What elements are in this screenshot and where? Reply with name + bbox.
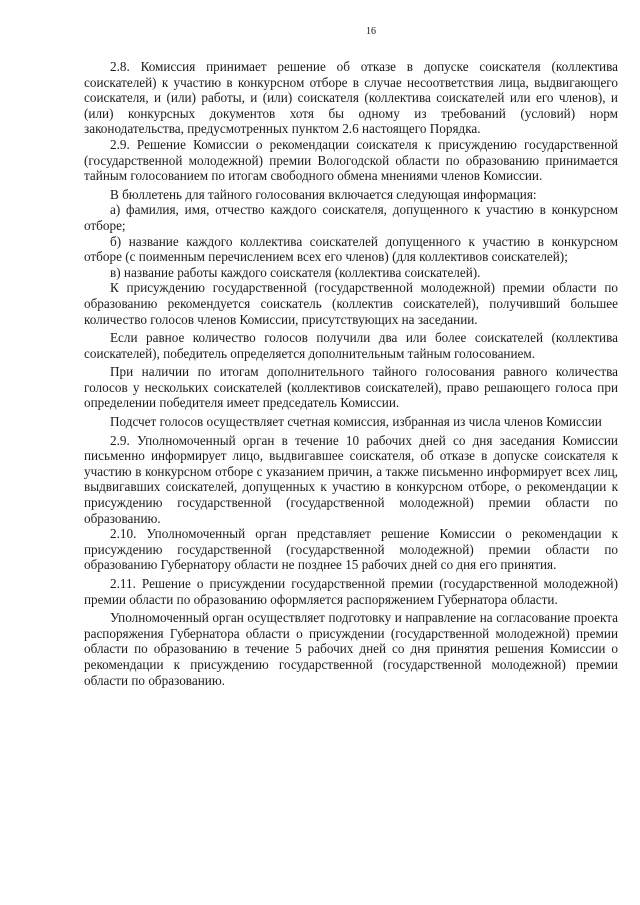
paragraph-order-preparation: Уполномоченный орган осуществляет подготовку и направление на согласование проекта распоряжения Губернатора области о присуждении (государственной молодежной) премии области по образованию в течение 5 рабочих дней со дня принятия решения Комиссии о рекомендации к присуждению государственной (государственной молодежной) премии области по образованию. [84,610,618,688]
paragraph-2-9-decision: 2.9. Решение Комиссии о рекомендации соискателя к присуждению государственной (государственной молодежной) премии Вологодской области по образованию принимается тайным голосованием по итогам свободного обмена мнениями членов Комиссии. [84,136,618,184]
paragraph-ballot-item-b: б) название каждого коллектива соискателей допущенного к участию в конкурсном отборе (с поименным перечислением всех его членов) (для коллективов соискателей); [84,233,618,265]
paragraph-recommendation: К присуждению государственной (государственной молодежной) премии области по образованию рекомендуется соискатель (коллектив соискателей), получивший большее количество голосов членов Комиссии, присутствующих на заседании. [84,280,618,327]
paragraph-ballot-intro: В бюллетень для тайного голосования включается следующая информация: [110,186,537,202]
paragraph-2-9-notification: 2.9. Уполномоченный орган в течение 10 рабочих дней со дня заседания Комиссии письменно информирует лицо, выдвигавшее соискателя, об отказе в допуске соискателя к участию в конкурсном отборе с указанием причин, а также письменно информирует всех лиц, выдвигавших соискателей, допущенных к участию в конкурсном отборе, о рекомендации к присуждению государственной (государственной молодежной) премии области по образованию. [84,432,618,526]
page-number: 16 [366,26,376,37]
paragraph-2-11: 2.11. Решение о присуждении государственной премии (государственной молодежной) премии области по образованию оформляется распоряжением Губернатора области. [84,576,618,607]
paragraph-2-10: 2.10. Уполномоченный орган представляет решение Комиссии о рекомендации к присуждению государственной (государственной молодежной) премии области по образованию Губернатору области не позднее 15 рабочих дней со дня его принятия. [84,526,618,573]
paragraph-deciding-vote: При наличии по итогам дополнительного тайного голосования равного количества голосов у нескольких соискателей (коллективов соискателей), право решающего голоса при определении победителя имеет председатель Комиссии. [84,364,618,411]
paragraph-ballot-item-c: в) название работы каждого соискателя (коллектива соискателей). [110,264,481,280]
paragraph-ballot-item-a: а) фамилия, имя, отчество каждого соискателя, допущенного к участию в конкурсном отборе; [84,202,618,233]
paragraph-vote-count: Подсчет голосов осуществляет счетная комиссия, избранная из числа членов Комиссии [110,414,602,430]
paragraph-2-8: 2.8. Комиссия принимает решение об отказе в допуске соискателя (коллектива соискателей) к участию в конкурсном отборе в случае несоответствия лица, выдвигающего соискателя, и (или) работы, и (или) соискателя (коллектива соискателей или его членов), и (или) конкурсных документов хотя бы одному из требований (условий) норм законодательства, предусмотренных пунктом 2.6 настоящего Порядка. [84,59,618,137]
paragraph-equal-votes: Если равное количество голосов получили два или более соискателей (коллектива соискателей), победитель определяется дополнительным тайным голосованием. [84,330,618,361]
